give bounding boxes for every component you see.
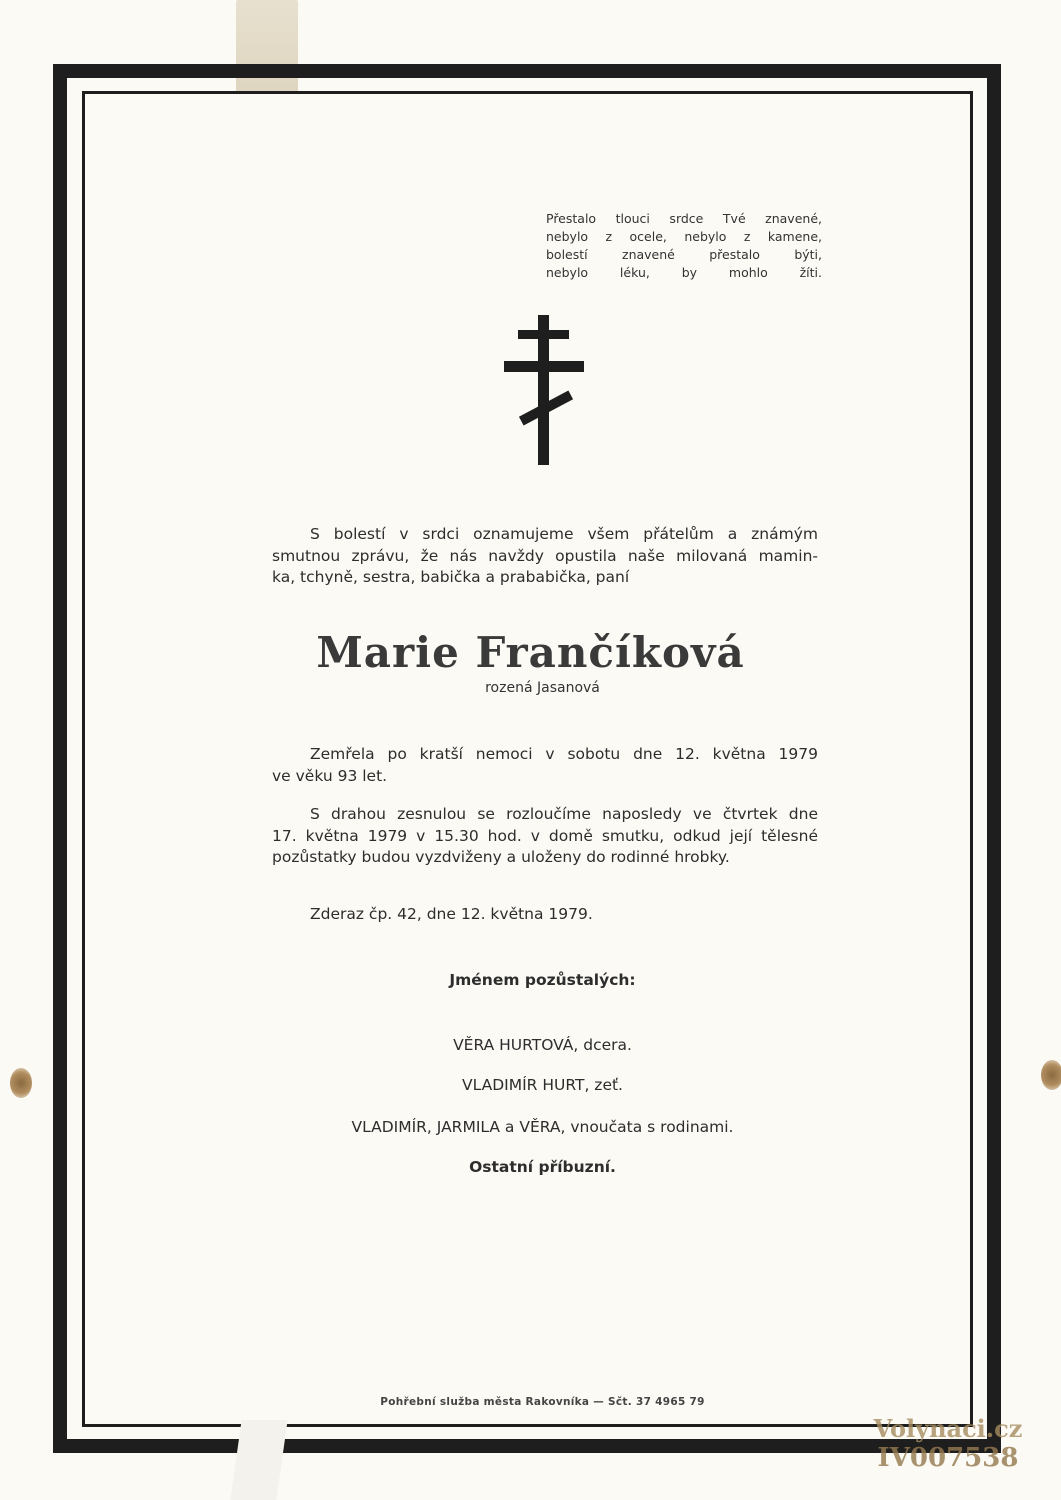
mourner-son-in-law: VLADIMÍR HURT, zeť. xyxy=(462,1076,623,1094)
place-date: Zderaz čp. 42, dne 12. května 1979. xyxy=(310,905,593,923)
deceased-name: Marie Frančíková xyxy=(316,628,745,677)
poem-line: nebylo léku, by mohlo žíti. xyxy=(546,265,822,280)
watermark-id: IV007538 xyxy=(877,1443,1019,1473)
announcement-line: S bolestí v srdci oznamujeme všem přátelům a známým xyxy=(310,525,818,543)
funeral-line: pozůstatky budou vyzdviženy a uloženy do rodinné hrobky. xyxy=(272,848,730,866)
place-date-paragraph xyxy=(272,904,818,926)
mourner-daughter: VĚRA HURTOVÁ, dcera. xyxy=(453,1036,632,1054)
watermark-site: Volynaci.cz xyxy=(873,1414,1023,1443)
printer-footer: Pohřební služba města Rakovníka — Sčt. 37 4965 79 xyxy=(380,1396,705,1408)
maiden-name: rozená Jasanová xyxy=(485,680,600,696)
announcement-line: ka, tchyně, sestra, babička a prababička, paní xyxy=(272,568,630,586)
mourner-grandchildren: VLADIMÍR, JARMILA a VĚRA, vnoučata s rodinami. xyxy=(351,1118,734,1136)
funeral-line: S drahou zesnulou se rozloučíme naposledy ve čtvrtek dne xyxy=(310,805,818,823)
orthodox-cross-icon xyxy=(500,315,590,465)
memorial-poem xyxy=(546,210,822,282)
death-line: ve věku 93 let. xyxy=(272,766,388,785)
funeral-paragraph xyxy=(272,804,818,869)
on-behalf-heading: Jménem pozůstalých: xyxy=(449,971,636,989)
poem-line: bolestí znavené přestalo býti, xyxy=(546,247,822,262)
archive-watermark xyxy=(868,1415,1028,1473)
death-line: Zemřela po kratší nemoci v sobotu dne 12. května 1979 xyxy=(310,745,818,763)
announcement-paragraph xyxy=(272,524,818,589)
death-paragraph xyxy=(272,744,818,787)
paper-tear xyxy=(230,1420,287,1500)
announcement-line: smutnou zprávu, že nás navždy opustila naše milovaná mamin- xyxy=(272,546,818,565)
poem-line: nebylo z ocele, nebylo z kamene, xyxy=(546,229,822,244)
poem-line: Přestalo tlouci srdce Tvé znavené, xyxy=(546,211,822,226)
other-relatives: Ostatní příbuzní. xyxy=(469,1158,616,1176)
funeral-line: 17. května 1979 v 15.30 hod. v domě smutku, odkud její tělesné xyxy=(272,826,818,845)
